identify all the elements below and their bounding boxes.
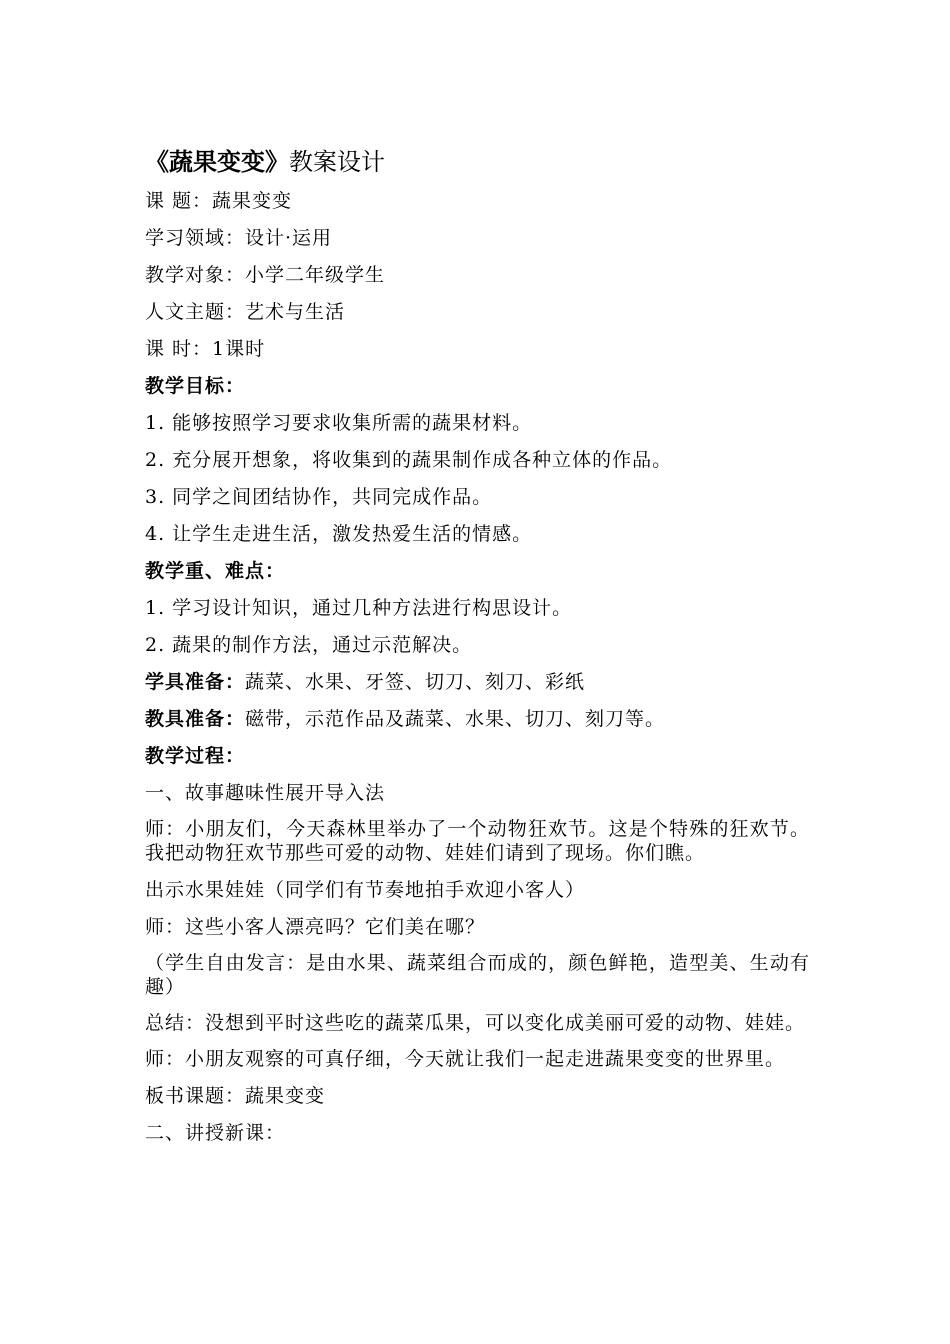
meta-audience: 教学对象：小学二年级学生 (145, 264, 386, 286)
objective-item: 4. 让学生走进生活，激发热爱生活的情感。 (145, 523, 533, 545)
meta-theme: 人文主题：艺术与生活 (145, 301, 346, 323)
objective-item: 2. 充分展开想象，将收集到的蔬果制作成各种立体的作品。 (145, 449, 673, 471)
student-prep-label: 学具准备： (145, 671, 246, 693)
process-paragraph: 师：小朋友们，今天森林里举办了一个动物狂欢节。这是个特殊的狂欢节。我把动物狂欢节那些可爱的动物、娃娃们请到了现场。你们瞧。 (145, 818, 810, 864)
meta-field: 学习领域：设计·运用 (145, 227, 333, 249)
keypoint-item: 1. 学习设计知识，通过几种方法进行构思设计。 (145, 597, 573, 619)
process-section-title: 二、讲授新课： (145, 1122, 286, 1144)
process-paragraph: 出示水果娃娃（同学们有节奏地拍手欢迎小客人） (145, 879, 586, 901)
meta-topic: 课 题：蔬果变变 (145, 190, 293, 212)
process-section-title: 一、故事趣味性展开导入法 (145, 782, 386, 804)
process-paragraph: 师：小朋友观察的可真仔细，今天就让我们一起走进蔬果变变的世界里。 (145, 1048, 786, 1070)
teacher-prep-text: 磁带，示范作品及蔬菜、水果、切刀、刻刀等。 (245, 708, 666, 730)
process-heading: 教学过程： (145, 745, 246, 767)
student-prep-text: 蔬菜、水果、牙签、切刀、刻刀、彩纸 (245, 671, 586, 693)
title-rest: 教案设计 (289, 148, 385, 176)
process-paragraph: 板书课题：蔬果变变 (145, 1085, 326, 1107)
objective-item: 1. 能够按照学习要求收集所需的蔬果材料。 (145, 412, 533, 434)
keypoint-item: 2. 蔬果的制作方法，通过示范解决。 (145, 634, 473, 656)
keypoints-heading: 教学重、难点： (145, 560, 286, 582)
meta-duration: 课 时：1课时 (145, 338, 266, 360)
title-bold: 《蔬果变变》 (145, 147, 289, 176)
document-page (145, 140, 810, 1157)
document-title (145, 140, 810, 184)
student-prep (145, 669, 810, 696)
process-paragraph: 总结：没想到平时这些吃的蔬菜瓜果，可以变化成美丽可爱的动物、娃娃。 (145, 1012, 806, 1034)
objective-item: 3. 同学之间团结协作，共同完成作品。 (145, 486, 493, 508)
process-paragraph: （学生自由发言：是由水果、蔬菜组合而成的，颜色鲜艳，造型美、生动有趣） (145, 952, 810, 998)
teacher-prep-label: 教具准备： (145, 708, 246, 730)
teacher-prep (145, 706, 810, 733)
objectives-heading: 教学目标： (145, 375, 246, 397)
process-paragraph: 师：这些小客人漂亮吗？它们美在哪？ (145, 916, 486, 938)
